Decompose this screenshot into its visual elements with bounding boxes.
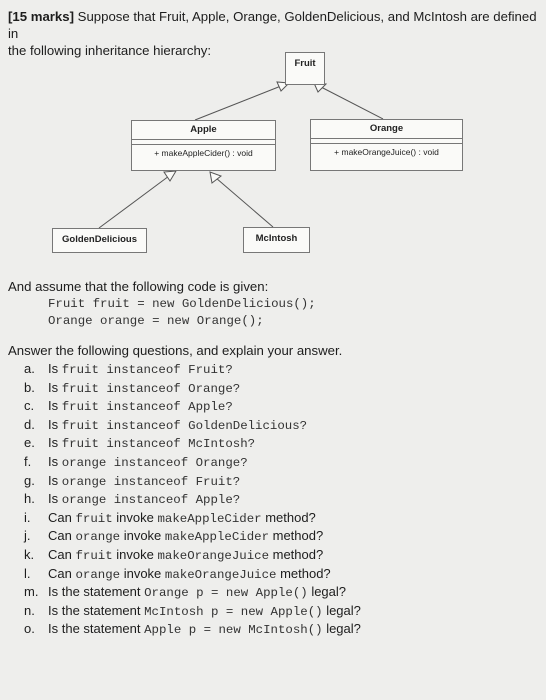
question-text <box>48 509 316 528</box>
assume-text: And assume that the following code is given: <box>8 279 269 294</box>
question-letter: j. <box>24 528 31 544</box>
code-fragment: makeOrangeJuice <box>157 549 270 563</box>
question-letter: o. <box>24 621 35 637</box>
text-fragment: Can <box>48 565 76 581</box>
text-fragment: Is the statement <box>48 602 145 618</box>
code-fragment: McIntosh p = new Apple() <box>144 604 323 619</box>
code-fragment: orange instanceof Apple? <box>61 493 241 508</box>
class-mcintosh-name: McIntosh <box>255 233 298 244</box>
text-fragment: invoke <box>112 547 158 562</box>
text-fragment: Is <box>48 454 62 469</box>
text-fragment: Can <box>48 547 76 562</box>
text-fragment: Is <box>48 435 62 451</box>
question-text <box>48 620 361 639</box>
answer-prompt: Answer the following questions, and explain your answer. <box>8 343 343 358</box>
class-orange <box>310 119 463 171</box>
code-fragment: orange <box>75 530 121 545</box>
question-letter: c. <box>24 398 35 414</box>
text-fragment: Is <box>48 416 62 432</box>
text-fragment: Can <box>48 509 76 525</box>
text-fragment: Is <box>48 472 62 488</box>
question-text <box>48 602 361 621</box>
question-letter: h. <box>24 491 35 507</box>
question-letter: b. <box>24 379 35 395</box>
code-fragment: Orange p = new Apple() <box>144 586 308 601</box>
code-fragment: makeAppleCider <box>164 530 270 545</box>
question-text <box>48 490 240 509</box>
code-fragment: orange instanceof Orange? <box>61 456 248 470</box>
question-letter: m. <box>24 584 39 600</box>
question-text <box>48 416 307 435</box>
question-text <box>48 397 233 416</box>
text-fragment: Is <box>48 491 62 507</box>
code-fragment: fruit instanceof Fruit? <box>61 363 233 377</box>
code-fragment: makeOrangeJuice <box>164 567 277 582</box>
text-fragment: legal? <box>322 621 361 637</box>
text-fragment: method? <box>261 509 316 525</box>
class-fruit <box>285 52 325 85</box>
class-apple-method: + makeAppleCider() : void <box>132 144 275 161</box>
class-apple-name: Apple <box>190 124 217 135</box>
code-fragment: fruit instanceof Orange? <box>61 381 241 396</box>
code-fragment: fruit instanceof GoldenDelicious? <box>61 418 308 433</box>
intro-line-2: the following inheritance hierarchy: <box>8 43 212 58</box>
question-text <box>48 583 346 602</box>
question-text <box>48 565 331 584</box>
question-text <box>48 472 240 491</box>
question-text <box>48 360 233 379</box>
question-text <box>48 379 240 398</box>
class-apple <box>131 120 276 171</box>
code-fragment: fruit instanceof McIntosh? <box>61 437 256 452</box>
text-fragment: Is the statement <box>48 621 145 637</box>
marks-label: [15 marks] <box>8 9 74 24</box>
question-letter: i. <box>24 509 31 525</box>
question-text <box>48 453 248 472</box>
question-letter: l. <box>24 565 31 581</box>
text-fragment: Can <box>48 528 76 544</box>
class-orange-method: + makeOrangeJuice() : void <box>311 143 462 160</box>
question-letter: n. <box>24 602 35 618</box>
text-fragment: Is <box>48 361 62 376</box>
class-golden-delicious <box>52 228 147 253</box>
code-fragment: fruit instanceof Apple? <box>61 400 233 415</box>
code-fragment: Apple p = new McIntosh() <box>144 623 323 638</box>
class-golden-delicious-name: GoldenDelicious <box>62 234 137 245</box>
question-text <box>48 434 255 453</box>
question-text <box>48 546 323 565</box>
code-fragment: orange instanceof Fruit? <box>61 474 241 489</box>
intro-line-1: Suppose that Fruit, Apple, Orange, GoldenDelicious, and McIntosh are defined in <box>8 9 537 41</box>
class-fruit-name: Fruit <box>294 58 316 69</box>
question-letter: e. <box>24 435 35 451</box>
code-fragment: orange <box>75 567 121 582</box>
question-text <box>48 527 323 546</box>
class-mcintosh <box>243 227 310 253</box>
text-fragment: method? <box>269 547 324 562</box>
question-letter: d. <box>24 416 35 432</box>
question-letter: g. <box>24 472 35 488</box>
text-fragment: invoke <box>120 565 165 581</box>
code-fragment: makeAppleCider <box>157 511 262 526</box>
text-fragment: Is <box>48 379 62 395</box>
text-fragment: method? <box>276 565 331 581</box>
class-orange-name: Orange <box>369 123 404 134</box>
code-fragment: fruit <box>75 549 113 563</box>
text-fragment: Is <box>48 398 62 414</box>
question-letter: a. <box>24 361 35 376</box>
code-fragment: fruit <box>75 511 113 526</box>
question-letter: f. <box>24 454 32 469</box>
code-line-2: Orange orange = new Orange(); <box>48 314 264 328</box>
text-fragment: Is the statement <box>48 584 145 600</box>
text-fragment: invoke <box>120 528 165 544</box>
question-letter: k. <box>24 547 35 562</box>
text-fragment: legal? <box>322 602 361 618</box>
text-fragment: invoke <box>112 509 158 525</box>
code-line-1: Fruit fruit = new GoldenDelicious(); <box>48 297 316 311</box>
text-fragment: method? <box>269 528 324 544</box>
text-fragment: legal? <box>307 584 347 600</box>
